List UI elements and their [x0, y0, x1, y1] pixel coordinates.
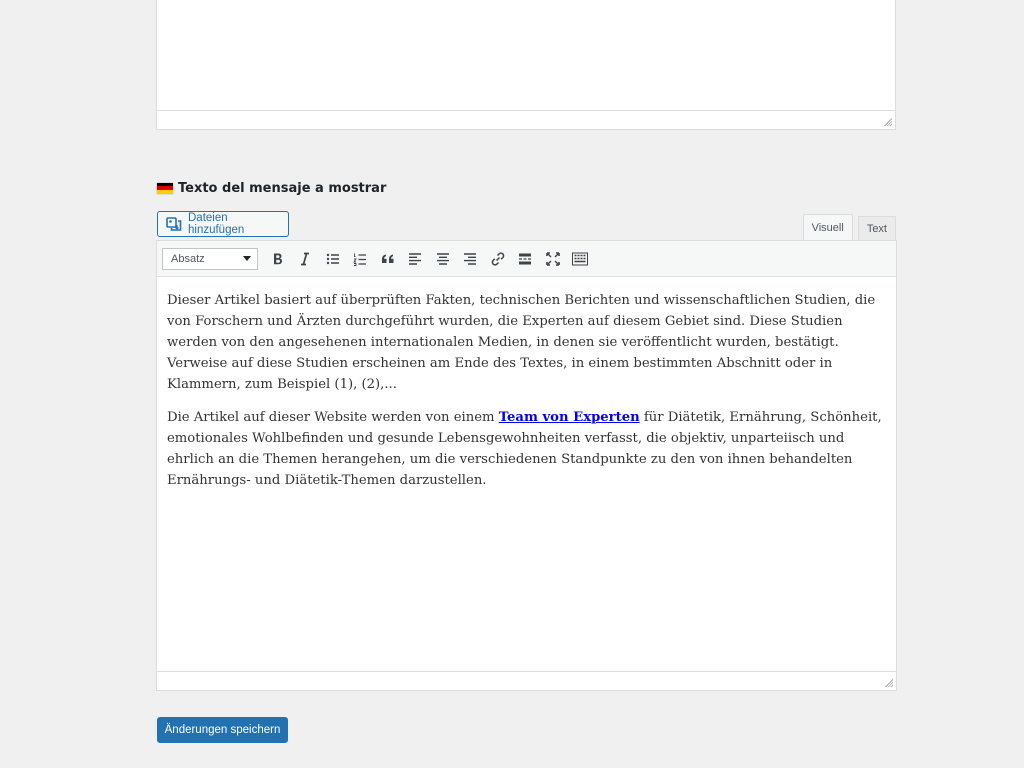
- editor-mode-tabs: [803, 216, 896, 240]
- team-experts-link[interactable]: Team von Experten: [498, 410, 640, 425]
- read-more-icon: [518, 252, 532, 266]
- bold-button[interactable]: [264, 245, 292, 273]
- bullet-list-button[interactable]: [319, 245, 347, 273]
- format-dropdown[interactable]: [162, 248, 258, 270]
- bullet-list-icon: [326, 252, 340, 266]
- resize-handle-icon[interactable]: [883, 117, 892, 126]
- editor-statusbar: [157, 671, 896, 690]
- section-heading-text: Texto del mensaje a mostrar: [178, 180, 387, 196]
- read-more-button[interactable]: [512, 245, 540, 273]
- previous-editor-frame: [156, 0, 896, 130]
- german-flag-icon: [157, 183, 173, 194]
- blockquote-button[interactable]: [374, 245, 402, 273]
- italic-button[interactable]: [292, 245, 320, 273]
- resize-handle-icon[interactable]: [884, 678, 893, 687]
- fullscreen-button[interactable]: [539, 245, 567, 273]
- tab-text[interactable]: Text: [858, 216, 896, 240]
- rich-text-editor: [156, 240, 897, 691]
- numbered-list-button[interactable]: [347, 245, 375, 273]
- paragraph-2-text-after: für Diätetik, Ernährung, Schönheit, emotionales Wohlbefinden und gesunde Lebensgewohnheiten verfasst, die objektiv, unparteiisch und ehrlich an die Themen herangehen, um die verschiedenen Standpunkte zu den von ihnen behandelten Ernährungs- und Diätetik-Themen darzustellen.: [167, 410, 882, 488]
- align-center-button[interactable]: [429, 245, 457, 273]
- align-center-icon: [436, 252, 450, 266]
- content-paragraph-2: [167, 407, 886, 491]
- align-left-button[interactable]: [402, 245, 430, 273]
- fullscreen-icon: [546, 252, 560, 266]
- section-heading: [157, 180, 386, 196]
- insert-link-button[interactable]: [484, 245, 512, 273]
- toolbar-toggle-button[interactable]: [567, 245, 595, 273]
- editor-content-area[interactable]: [157, 277, 896, 672]
- previous-editor-statusbar: [157, 110, 895, 129]
- numbered-list-icon: [353, 252, 367, 266]
- content-paragraph-1: Dieser Artikel basiert auf überprüften Fakten, technischen Berichten und wissenschaftlichen Studien, die von Forschern und Ärzten durchgeführt wurden, die Experten auf diesem Gebiet sind. Diese Studien werden von den angesehenen internationalen Medien, in denen sie veröffentlicht wurden, bestätigt. Verweise auf diese Studien erscheinen am Ende des Textes, in einem bestimmten Abschnitt oder in Klammern, zum Beispiel (1), (2),...: [167, 293, 876, 392]
- tab-visual[interactable]: Visuell: [803, 214, 853, 240]
- editor-toolbar: [157, 241, 896, 277]
- align-left-icon: [408, 252, 422, 266]
- keyboard-icon: [572, 252, 588, 266]
- quote-icon: [381, 252, 395, 266]
- italic-icon: [298, 252, 312, 266]
- add-media-label: Dateien hinzufügen: [188, 212, 245, 236]
- link-icon: [490, 251, 506, 267]
- media-icon: [166, 216, 182, 232]
- dropdown-caret-icon: [243, 256, 251, 261]
- align-right-icon: [463, 252, 477, 266]
- paragraph-2-text-before: Die Artikel auf dieser Website werden von einem: [167, 410, 499, 425]
- add-media-button[interactable]: [157, 211, 289, 237]
- save-changes-button[interactable]: Änderungen speichern: [157, 717, 288, 743]
- bold-icon: [271, 252, 285, 266]
- align-right-button[interactable]: [457, 245, 485, 273]
- format-dropdown-value: Absatz: [171, 252, 205, 265]
